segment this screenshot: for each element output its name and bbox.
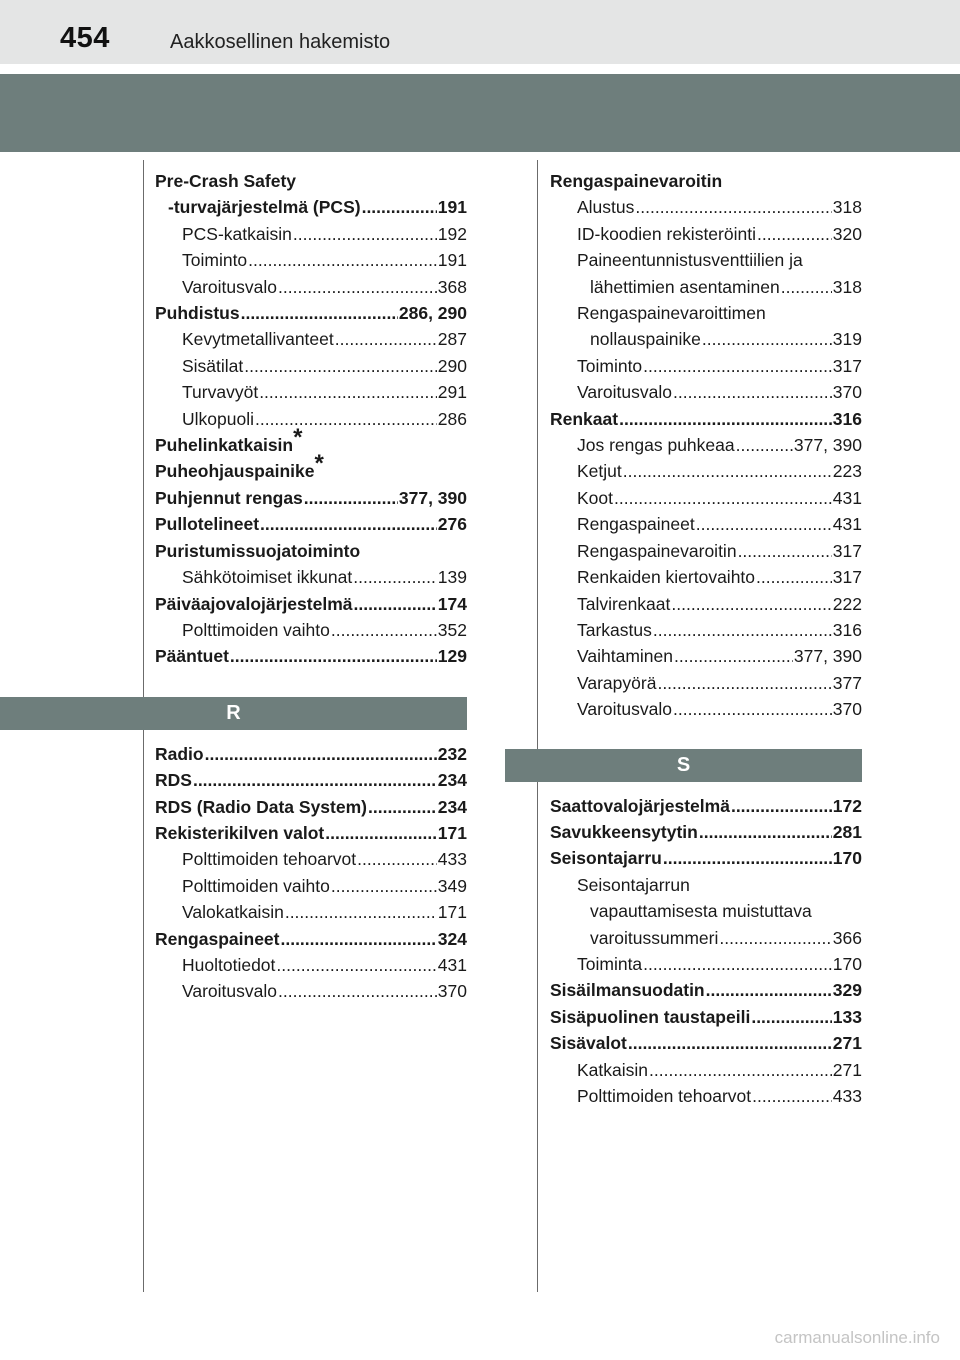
- index-entry: Päiväajovalojärjestelmä ..... 174: [155, 591, 467, 617]
- index-subentry: Paineentunnistusventtiilien ja: [577, 250, 803, 271]
- index-subentry: Polttimoiden vaihto ..... 352: [155, 617, 467, 643]
- index-subentry: Koot ..... 431: [550, 485, 862, 511]
- index-subentry: Alustus ..... 318: [550, 194, 862, 220]
- index-subentry: Ulkopuoli ..... 286: [155, 406, 467, 432]
- index-subentry: Renkaiden kiertovaihto ..... 317: [550, 564, 862, 590]
- index-entry: Rengaspaineet ..... 324: [155, 926, 467, 952]
- section-header-s: S: [505, 749, 862, 782]
- index-entry: Pre-Crash Safety: [155, 171, 297, 191]
- index-entry: RDS (Radio Data System) ..... 234: [155, 794, 467, 820]
- index-entry: Saattovalojärjestelmä ..... 172: [550, 793, 862, 819]
- index-entry: Pullotelineet ..... 276: [155, 511, 467, 537]
- index-subentry: Varoitusvalo ..... 368: [155, 274, 467, 300]
- index-entry: -turvajärjestelmä (PCS) ..... 191: [155, 194, 467, 220]
- index-entry: Sisäilmansuodatin ..... 329: [550, 977, 862, 1003]
- index-subentry: Sisätilat ..... 290: [155, 353, 467, 379]
- asterisk-marker: *: [293, 424, 303, 452]
- index-entry: Seisontajarru ..... 170: [550, 845, 862, 871]
- index-subentry: nollauspainike ..... 319: [550, 326, 862, 352]
- index-subentry: Ketjut ..... 223: [550, 458, 862, 484]
- asterisk-marker: *: [314, 450, 324, 478]
- index-subentry: PCS-katkaisin ..... 192: [155, 221, 467, 247]
- index-subentry: Rengaspaineet ..... 431: [550, 511, 862, 537]
- index-subentry: Rengaspainevaroitin ..... 317: [550, 538, 862, 564]
- index-subentry: Varoitusvalo ..... 370: [550, 696, 862, 722]
- index-subentry: Seisontajarrun: [577, 874, 690, 895]
- index-subentry: vapauttamisesta muistuttava: [590, 901, 812, 922]
- watermark: carmanualsonline.info: [774, 1328, 940, 1347]
- index-subentry: Toiminto ..... 191: [155, 247, 467, 273]
- index-subentry: Turvavyöt ..... 291: [155, 379, 467, 405]
- index-subentry: Jos rengas puhkeaa ..... 377, 390: [550, 432, 862, 458]
- index-entry: Radio ..... 232: [155, 741, 467, 767]
- header-bar: [0, 0, 960, 64]
- index-entry: Puhjennut rengas ..... 377, 390: [155, 485, 467, 511]
- index-entry: Puristumissuojatoiminto: [155, 540, 361, 561]
- index-entry: Sisävalot ..... 271: [550, 1030, 862, 1056]
- index-subentry: Polttimoiden tehoarvot ..... 433: [550, 1083, 862, 1109]
- column-divider-center: [537, 160, 538, 1292]
- index-subentry: Sähkötoimiset ikkunat ..... 139: [155, 564, 467, 590]
- index-subentry: Valokatkaisin ..... 171: [155, 899, 467, 925]
- page-title: Aakkosellinen hakemisto: [170, 31, 391, 53]
- index-subentry: Toiminta ..... 170: [550, 951, 862, 977]
- index-subentry: Katkaisin ..... 271: [550, 1057, 862, 1083]
- index-subentry: Varoitusvalo ..... 370: [550, 379, 862, 405]
- index-entry: Rengaspainevaroitin: [550, 171, 723, 191]
- index-subentry: Talvirenkaat ..... 222: [550, 591, 862, 617]
- index-entry: Pääntuet ..... 129: [155, 643, 467, 669]
- index-column-right: [550, 168, 862, 1109]
- header-banner: [0, 74, 960, 152]
- section-header-r: R: [0, 697, 467, 730]
- index-subentry: Polttimoiden tehoarvot ..... 433: [155, 846, 467, 872]
- index-subentry: Tarkastus ..... 316: [550, 617, 862, 643]
- index-subentry: Varapyörä ..... 377: [550, 670, 862, 696]
- index-subentry: Polttimoiden vaihto ..... 349: [155, 873, 467, 899]
- index-entry: Sisäpuolinen taustapeili ..... 133: [550, 1004, 862, 1030]
- index-subentry: Varoitusvalo ..... 370: [155, 978, 467, 1004]
- index-entry: Puheohjauspainike*: [155, 450, 324, 482]
- index-entry: RDS ..... 234: [155, 767, 467, 793]
- index-subentry: Toiminto ..... 317: [550, 353, 862, 379]
- index-entry: Renkaat ..... 316: [550, 406, 862, 432]
- index-entry: Rekisterikilven valot ..... 171: [155, 820, 467, 846]
- index-subentry: ID-koodien rekisteröinti ..... 320: [550, 221, 862, 247]
- index-subentry: Vaihtaminen ..... 377, 390: [550, 643, 862, 669]
- page-number: 454: [60, 22, 110, 54]
- index-subentry: Rengaspainevaroittimen: [577, 303, 766, 324]
- index-entry: Puhelinkatkaisin*: [155, 424, 303, 456]
- index-subentry: Kevytmetallivanteet ..... 287: [155, 326, 467, 352]
- index-subentry: varoitussummeri ..... 366: [550, 925, 862, 951]
- index-subentry: Huoltotiedot ..... 431: [155, 952, 467, 978]
- index-entry: Savukkeensytytin ..... 281: [550, 819, 862, 845]
- index-entry: Puhdistus ..... 286, 290: [155, 300, 467, 326]
- index-subentry: lähettimien asentaminen ..... 318: [550, 274, 862, 300]
- index-column-left: [155, 168, 467, 1005]
